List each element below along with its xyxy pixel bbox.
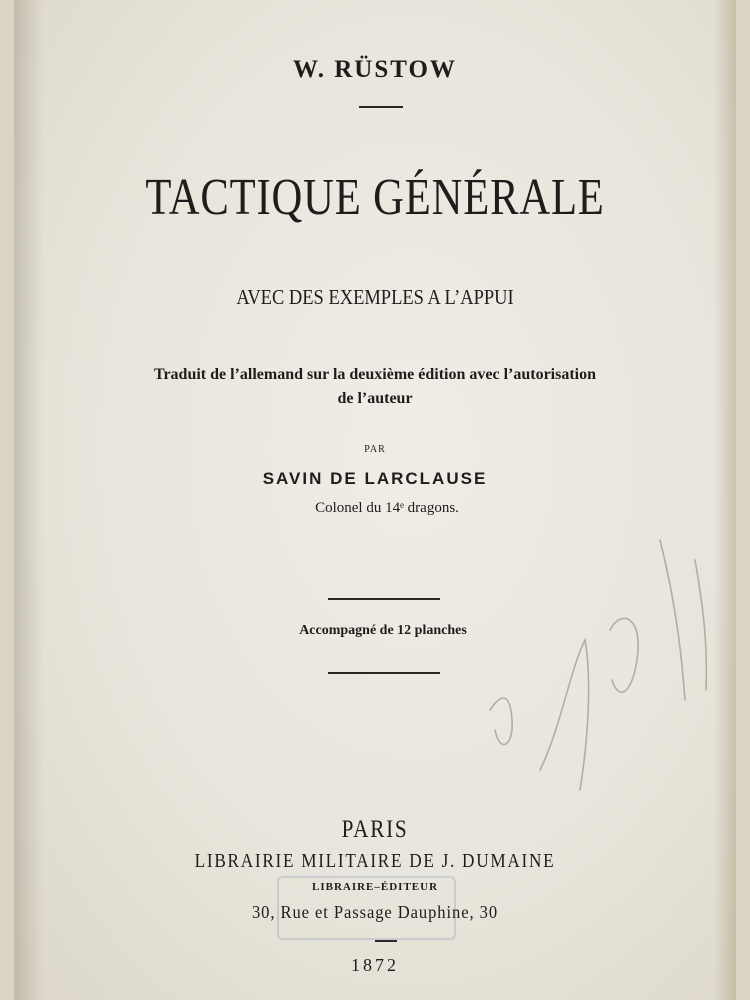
translation-note: Traduit de l’allemand sur la deuxième édition avec l’autorisation — [153, 366, 597, 383]
publisher-name: LIBRAIRIE MILITAIRE DE J. DUMAINE — [194, 850, 556, 872]
translation-note-continued: de l’auteur — [337, 390, 413, 407]
divider-rule — [328, 672, 440, 674]
book-title: TACTIQUE GÉNÉRALE — [145, 169, 605, 226]
book-subtitle: AVEC DES EXEMPLES A L’APPUI — [236, 285, 514, 309]
plates-note: Accompagné de 12 planches — [299, 623, 467, 638]
publication-year: 1872 — [351, 955, 399, 975]
divider-rule — [359, 106, 403, 108]
by-label: PAR — [364, 444, 386, 455]
translator-name: SAVIN DE LARCLAUSE — [262, 469, 488, 488]
author-name: W. RÜSTOW — [293, 56, 457, 83]
pencil-handwriting — [470, 520, 730, 820]
translator-rank: Colonel du 14ᵉ dragons. — [315, 500, 459, 516]
publisher-address: 30, Rue et Passage Dauphine, 30 — [251, 902, 499, 922]
publication-city: PARIS — [341, 816, 409, 843]
divider-rule — [375, 940, 397, 942]
divider-rule — [328, 598, 440, 600]
publisher-role: LIBRAIRE–ÉDITEUR — [311, 881, 439, 893]
